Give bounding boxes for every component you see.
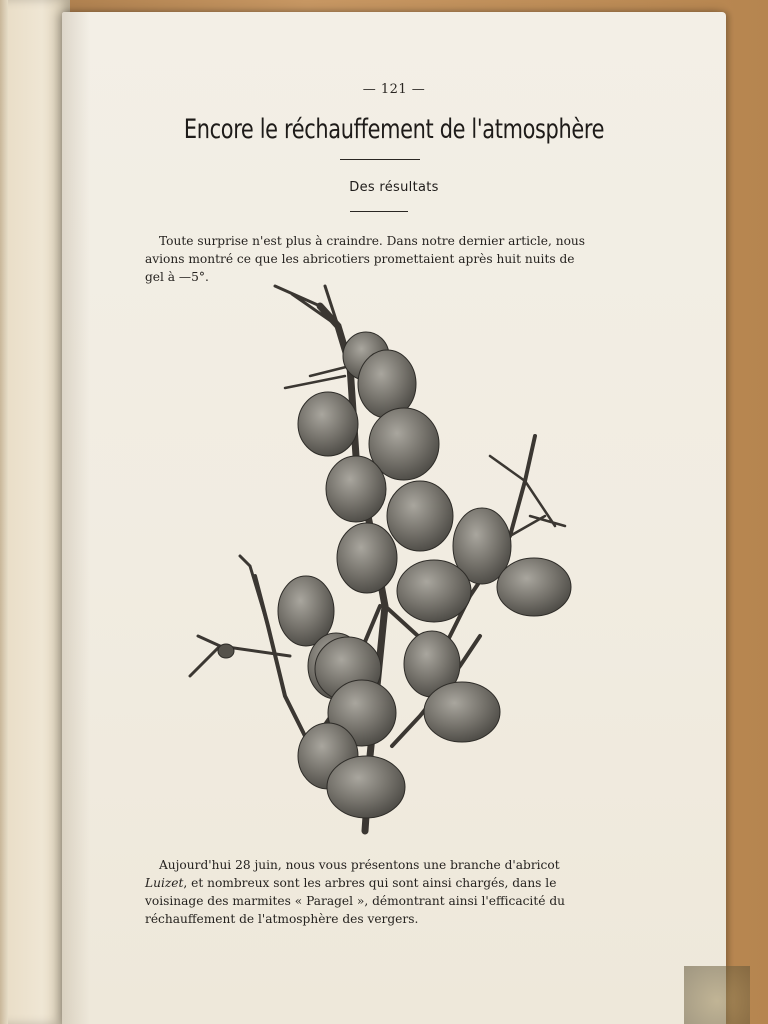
- intro-line: avions montré ce que les abricotiers promettaient après huit nuits de: [145, 252, 575, 266]
- page-title: Encore le réchauffement de l'atmosphère: [183, 114, 605, 145]
- caption-line: Luizet, et nombreux sont les arbres qui sont ainsi chargés, dans le: [145, 876, 557, 890]
- section-subtitle: Des résultats: [349, 180, 439, 195]
- intro-line: gel à —5°.: [145, 270, 209, 284]
- variety-name: Luizet: [145, 876, 184, 890]
- apricot: [327, 756, 405, 818]
- corner-thumbnail: [684, 966, 750, 1024]
- caption-line: Aujourd'hui 28 juin, nous vous présentons une branche d'abricot: [159, 858, 560, 872]
- apricot: [298, 392, 358, 456]
- title-rule: [340, 159, 420, 160]
- apricot-branch-photo: [180, 276, 580, 836]
- left-page-edge: [0, 0, 8, 1024]
- apricot: [337, 523, 397, 593]
- caption-paragraph: [145, 856, 615, 928]
- left-page: [0, 0, 70, 1024]
- apricot: [497, 558, 571, 616]
- subtitle-rule: [350, 211, 408, 212]
- apricot: [397, 560, 471, 622]
- caption-line: voisinage des marmites « Paragel », démontrant ainsi l'efficacité du: [145, 894, 565, 908]
- apricot: [387, 481, 453, 551]
- apricot: [326, 456, 386, 522]
- page-number: — 121 —: [362, 82, 426, 97]
- caption-line: réchauffement de l'atmosphère des vergers.: [145, 912, 419, 926]
- page-gutter-shadow: [62, 12, 90, 1024]
- intro-line: Toute surprise n'est plus à craindre. Dans notre dernier article, nous: [159, 234, 586, 248]
- bud: [218, 644, 234, 658]
- apricot: [424, 682, 500, 742]
